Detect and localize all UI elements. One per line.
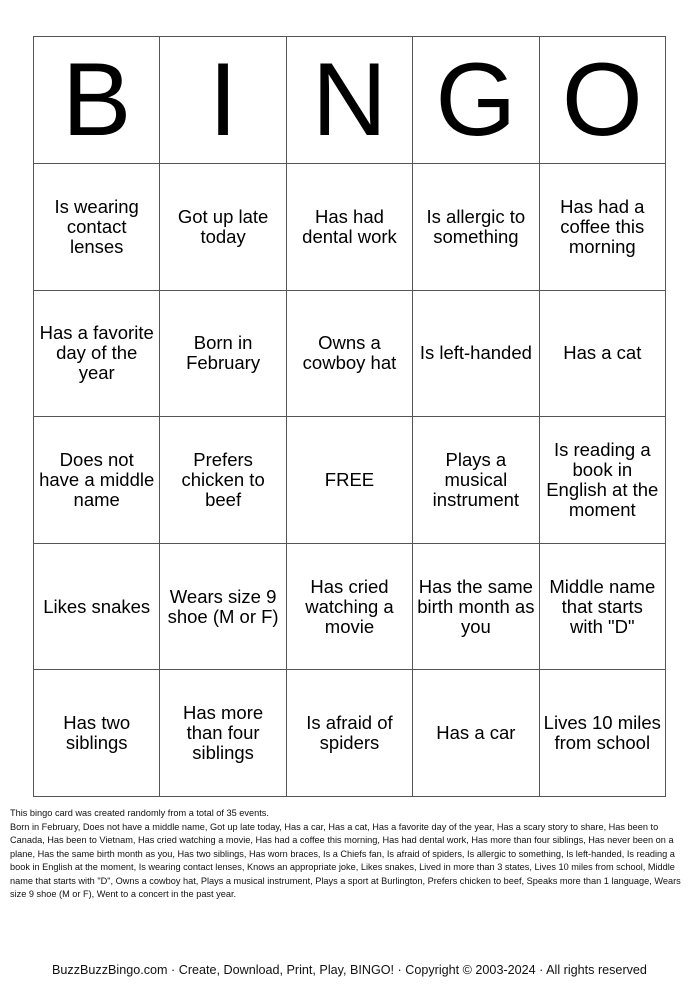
bingo-square: Is reading a book in English at the moment <box>539 417 665 544</box>
free-square: FREE <box>286 417 412 544</box>
bingo-square: Lives 10 miles from school <box>539 670 665 797</box>
bingo-square: Got up late today <box>160 164 286 291</box>
bingo-square: Has the same birth month as you <box>413 543 539 670</box>
bingo-square: Prefers chicken to beef <box>160 417 286 544</box>
bingo-square: Is left-handed <box>413 290 539 417</box>
header-letter-i: I <box>160 37 286 164</box>
bingo-square: Wears size 9 shoe (M or F) <box>160 543 286 670</box>
header-letter-g: G <box>413 37 539 164</box>
header-row <box>34 37 666 164</box>
bingo-square: Has cried watching a movie <box>286 543 412 670</box>
bingo-square: Is wearing contact lenses <box>34 164 160 291</box>
bingo-square: Has more than four siblings <box>160 670 286 797</box>
bingo-square: Likes snakes <box>34 543 160 670</box>
footer-copyright: BuzzBuzzBingo.com · Create, Download, Print, Play, BINGO! · Copyright © 2003-2024 · All rights reserved <box>52 963 647 977</box>
card-row <box>34 670 666 797</box>
card-info-events: Born in February, Does not have a middle name, Got up late today, Has a car, Has a cat, Has a favorite day of the year, Has a scary story to share, Has been to Canada, Has been to Vietnam, Has cried watching a movie, Has had a coffee this morning, Has had dental work, Has more than four siblings, Has never been on a plane, Has the same birth month as you, Has two siblings, Has worn braces, Is a Chiefs fan, Is afraid of spiders, Is allergic to something, Is left-handed, Is reading a book in English at the moment, Is wearing contact lenses, Knows an appropriate joke, Likes snakes, Lived in more than 3 states, Lives 10 miles from school, Middle name that starts with "D", Owns a cowboy hat, Plays a musical instrument, Plays a sport at Burlington, Prefers chicken to beef, Speaks more than 1 language, Wears size 9 shoe (M or F), Went to a concert in the past year. <box>10 821 681 899</box>
bingo-square: Has had a coffee this morning <box>539 164 665 291</box>
card-row <box>34 164 666 291</box>
bingo-card <box>33 36 666 797</box>
bingo-square: Plays a musical instrument <box>413 417 539 544</box>
bingo-square: Is allergic to something <box>413 164 539 291</box>
bingo-square: Has a favorite day of the year <box>34 290 160 417</box>
card-info-summary: This bingo card was created randomly from a total of 35 events. <box>10 808 269 818</box>
bingo-square: Born in February <box>160 290 286 417</box>
header-letter-b: B <box>34 37 160 164</box>
bingo-square: Has a cat <box>539 290 665 417</box>
header-letter-n: N <box>286 37 412 164</box>
bingo-square: Has two siblings <box>34 670 160 797</box>
bingo-square: Is afraid of spiders <box>286 670 412 797</box>
bingo-square: Has had dental work <box>286 164 412 291</box>
bingo-square: Middle name that starts with "D" <box>539 543 665 670</box>
card-info <box>10 807 692 902</box>
bingo-square: Has a car <box>413 670 539 797</box>
card-row <box>34 417 666 544</box>
bingo-square: Does not have a middle name <box>34 417 160 544</box>
bingo-square: Owns a cowboy hat <box>286 290 412 417</box>
card-row <box>34 290 666 417</box>
header-letter-o: O <box>539 37 665 164</box>
card-row <box>34 543 666 670</box>
